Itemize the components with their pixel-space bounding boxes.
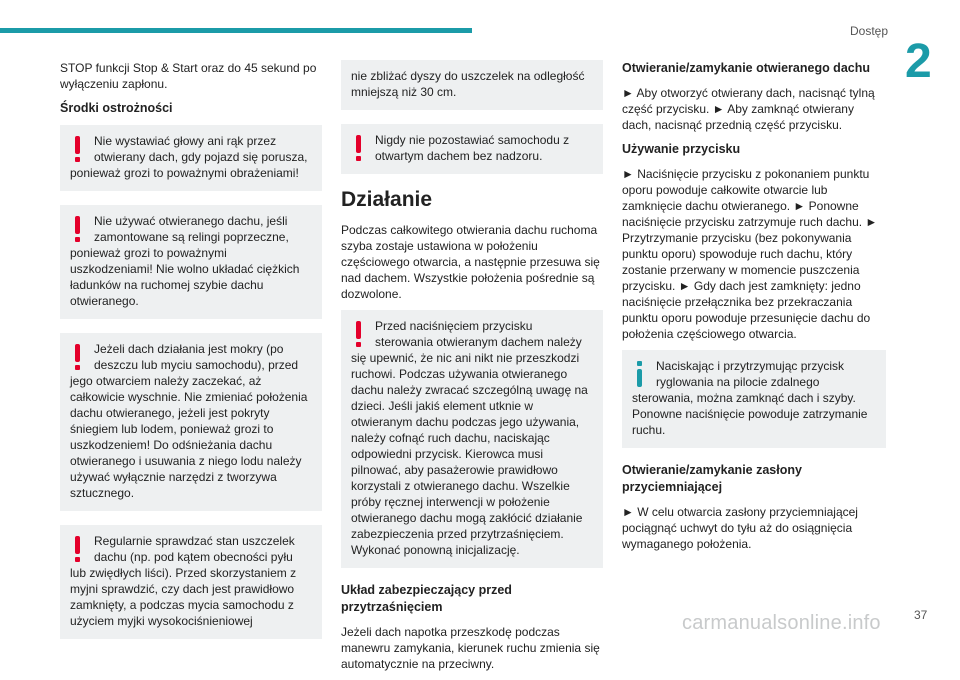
button-usage-heading: Używanie przycisku (622, 142, 741, 156)
column-3 (622, 60, 886, 560)
anti-pinch-heading: Układ zabezpieczający przed przytrzaśnięciem (341, 583, 512, 614)
section-title: Dostęp (850, 24, 889, 38)
warning-continuation-text: nie zbliżać dyszy do uszczelek na odległość mniejszą niż 30 cm. (351, 69, 585, 99)
info-icon (632, 358, 652, 390)
chapter-number: 2 (905, 35, 932, 88)
warning-icon (70, 533, 90, 565)
info-text: Naciskając i przytrzymując przycisk ryglowania na pilocie zdalnego sterowania, można zamknąć dach i szyby. Ponowne naciśnięcie powoduje zatrzymanie ruchu. (632, 359, 868, 437)
warning-box (60, 333, 322, 511)
open-close-heading: Otwieranie/zamykanie otwieranego dachu (622, 61, 870, 75)
warning-icon (70, 213, 90, 245)
warning-text: Regularnie sprawdzać stan uszczelek dachu (np. pod kątem obecności pyłu lub zwiędłych liści). Przed skorzystaniem z myjni sprawdzić, czy dach jest prawidłowo zamknięty, a podczas mycia samochodu z użyciem myjki wysokociśnieniowej (70, 534, 297, 628)
warning-box (341, 124, 603, 174)
warning-text: Jeżeli dach działania jest mokry (po deszczu lub myciu samochodu), przed jego otwarciem należy zaczekać, aż całkowicie wyschnie. Nie zmieniać położenia dachu otwieranego, jeżeli jest pokryty śniegiem lub lodem, ponieważ grozi to uszkodzeniem! Do odśnieżania dachu otwieranego i usuwania z niego lodu należy używać wyłącznie narzędzi z tworzywa sztucznego. (70, 342, 308, 500)
blind-text: ► W celu otwarcia zasłony przyciemniającej pociągnąć uchwyt do tyłu aż do osiągnięcia wymaganego położenia. (622, 505, 858, 551)
open-close-text: ► Aby otworzyć otwierany dach, nacisnąć tylną część przycisku. ► Aby zamknąć otwierany dach, nacisnąć przednią część przycisku. (622, 86, 875, 132)
warning-continuation-box (341, 60, 603, 110)
warning-icon (70, 133, 90, 165)
warning-box (60, 205, 322, 319)
precautions-heading: Środki ostrożności (60, 101, 173, 115)
intro-text: STOP funkcji Stop & Start oraz do 45 sekund po wyłączeniu zapłonu. (60, 61, 317, 91)
header-accent-bar (0, 28, 472, 33)
warning-box (60, 525, 322, 639)
warning-icon (351, 132, 371, 164)
watermark: carmanualsonline.info (682, 612, 881, 634)
warning-text: Nigdy nie pozostawiać samochodu z otwartym dachem bez nadzoru. (375, 133, 570, 163)
warning-text: Nie używać otwieranego dachu, jeśli zamontowane są relingi poprzeczne, ponieważ grozi to poważnymi uszkodzeniami! Nie wolno układać ciężkich ładunków na ruchomej szybie dachu otwieranego. (70, 214, 300, 308)
warning-box (341, 310, 603, 568)
warning-icon (351, 318, 371, 350)
blind-heading: Otwieranie/zamykanie zasłony przyciemniającej (622, 463, 802, 494)
operation-heading: Działanie (341, 188, 433, 211)
operation-text: Podczas całkowitego otwierania dachu ruchoma szyba zostaje ustawiona w położeniu częściowego otwarcia, a następnie przesuwa się nad dachem. Wszystkie położenia pośrednie są dozwolone. (341, 223, 600, 301)
warning-text: Nie wystawiać głowy ani rąk przez otwierany dach, gdy pojazd się porusza, ponieważ grozi to poważnymi obrażeniami! (70, 134, 308, 180)
info-box (622, 350, 886, 448)
button-usage-text: ► Naciśnięcie przycisku z pokonaniem punktu oporu powoduje całkowite otwarcie lub zamknięcie dachu otwieranego. ► Ponowne naciśnięcie przycisku zatrzymuje ruch dachu. ► Przytrzymanie przycisku (bez pokonywania punktu oporu) spowoduje ruch dachu, który zostanie przerwany w momencie puszczenia przycisku. ► Gdy dach jest zamknięty: jedno naciśnięcie przełącznika bez przekraczania punktu oporu powoduje przesunięcie dachu do położenia częściowego otwarcia. (622, 167, 878, 341)
warning-icon (70, 341, 90, 373)
warning-text: Przed naciśnięciem przycisku sterowania otwieranym dachem należy się upewnić, że nic ani nikt nie przeszkodzi ruchowi. Podczas używania otwieranego dachu należy zwracać szczególną uwagę na dzieci. Jeśli jakiś element utknie w otwieranym dachu podczas jego używania, należy cofnąć ruch dachu, naciskając odpowiedni przycisk. Kierowca musi pilnować, aby pasażerowie prawidłowo korzystali z otwieranego dachu. Wszelkie próby ręcznej interwencji w położenie otwieranego dachu mogą zakłócić działanie zabezpieczenia przed przytrzaśnięciem. Wykonać ponowną inicjalizację. (351, 319, 588, 557)
column-1 (60, 60, 322, 653)
page-number: 37 (914, 608, 928, 622)
warning-box (60, 125, 322, 191)
anti-pinch-text: Jeżeli dach napotka przeszkodę podczas manewru zamykania, kierunek ruchu zmienia się automatycznie na przeciwny. (341, 625, 600, 671)
column-2 (341, 60, 603, 680)
